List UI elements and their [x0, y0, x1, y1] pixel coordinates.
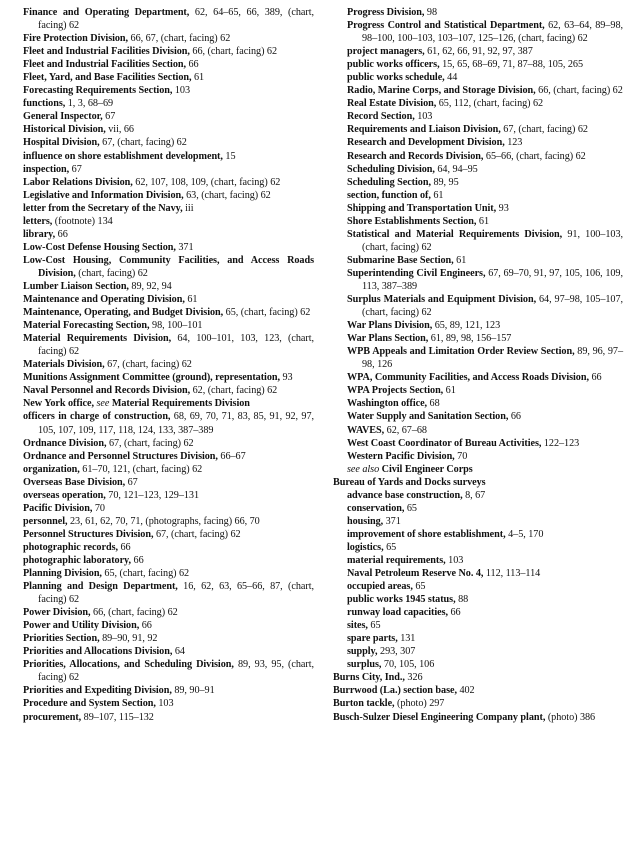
page-references: 93: [279, 372, 293, 384]
index-term: library,: [23, 228, 56, 240]
index-term: organization,: [23, 463, 80, 475]
index-term: Material Requirements Division: [109, 398, 250, 410]
index-term: Power and Utility Division,: [23, 620, 140, 632]
index-entry: [333, 254, 623, 267]
index-term: Shipping and Transportation Unit,: [347, 202, 497, 214]
index-entry: [9, 71, 314, 84]
index-entry: [9, 189, 314, 202]
index-term: New York office,: [23, 398, 94, 410]
page-references: 65, (chart, facing) 62: [223, 307, 311, 319]
page-references: 64, 97–98, 105–107, (chart, facing) 62: [362, 294, 623, 319]
page-references: 61: [191, 72, 205, 84]
index-term: officers in charge of construction,: [23, 411, 171, 423]
index-term: sites,: [347, 620, 368, 632]
page-references: 67, 69–70, 91, 97, 105, 106, 109, 113, 387–389: [362, 267, 623, 292]
index-entry: [9, 123, 314, 136]
index-entry: [9, 202, 314, 215]
index-term: Radio, Marine Corps, and Storage Division,: [347, 85, 536, 97]
index-term: Statistical and Material Requirements Division,: [347, 228, 563, 240]
page-references: 123: [504, 137, 523, 149]
index-entry: [333, 489, 623, 502]
index-term: Record Section,: [347, 111, 415, 123]
index-term: advance base construction,: [347, 489, 463, 501]
index-entry: [9, 58, 314, 71]
index-entry: [333, 58, 623, 71]
page-references: 62, 67–68: [384, 424, 427, 436]
page-references: 15: [222, 150, 236, 162]
index-entry: [9, 515, 314, 528]
index-entry: [333, 110, 623, 123]
page-references: (chart, facing) 62: [75, 267, 148, 279]
index-entry: [333, 71, 623, 84]
page-references: 66–67: [217, 450, 246, 462]
index-entry: [9, 254, 314, 280]
page-references: 68, 69, 70, 71, 83, 85, 91, 92, 97, 105, 107, 109, 117, 118, 124, 133, 387–389: [38, 411, 314, 436]
page-references: (photo) 386: [545, 711, 596, 723]
cross-reference: see also: [347, 463, 380, 475]
page-references: 66: [55, 228, 68, 240]
index-term: WPA, Community Facilities, and Access Roads Division,: [347, 372, 589, 384]
page-references: 65, (chart, facing) 62: [101, 568, 190, 580]
index-entry: [333, 450, 623, 463]
index-entry: [333, 163, 623, 176]
index-entry: [9, 358, 314, 371]
index-entry: [333, 580, 623, 593]
index-entry: [333, 437, 623, 450]
index-entry: [9, 6, 314, 32]
index-term: personnel,: [23, 515, 68, 527]
index-term: Ordnance Division,: [23, 437, 107, 449]
index-entry: [9, 110, 314, 123]
index-entry: [333, 554, 623, 567]
index-term: Forecasting Requirements Section,: [23, 85, 173, 97]
index-entry: [9, 606, 314, 619]
page-references: 65: [383, 541, 397, 553]
index-term: public works schedule,: [347, 72, 445, 84]
index-term: Low-Cost Housing, Community Facilities, and Access Roads Division,: [23, 254, 314, 279]
index-entry: [9, 319, 314, 332]
index-entry: [333, 619, 623, 632]
index-entry: [333, 711, 623, 724]
index-term: photographic records,: [23, 541, 118, 553]
page-references: 61: [443, 385, 456, 397]
index-entry: [333, 541, 623, 554]
index-term: procurement,: [23, 711, 82, 723]
index-entry: [333, 593, 623, 606]
index-entry: [9, 32, 314, 45]
page-references: 67, (chart, facing) 62: [500, 124, 588, 136]
page-references: 67: [69, 163, 82, 175]
index-term: Priorities and Allocations Division,: [23, 646, 173, 658]
index-term: Water Supply and Sanitation Section,: [347, 411, 509, 423]
index-entry: [333, 463, 623, 476]
index-term: Research and Development Division,: [347, 137, 505, 149]
page-references: 61: [430, 189, 444, 201]
index-term: War Plans Section,: [347, 333, 429, 345]
index-term: Real Estate Division,: [347, 98, 437, 110]
index-entry: [333, 424, 623, 437]
index-entry: [9, 163, 314, 176]
index-entry: [333, 123, 623, 136]
index-entry: [333, 567, 623, 580]
page-references: 326: [404, 672, 423, 684]
index-entry: [9, 241, 314, 254]
page-references: 89, 90–91: [171, 685, 215, 697]
index-term: Surplus Materials and Equipment Division,: [347, 294, 537, 306]
index-entry: [9, 541, 314, 554]
index-term: Lumber Liaison Section,: [23, 280, 129, 292]
index-entry: [333, 332, 623, 345]
page-references: 44: [444, 72, 458, 84]
index-entry: [333, 371, 623, 384]
index-term: Burton tackle,: [333, 698, 395, 710]
page-references: 61, 62, 66, 91, 92, 97, 387: [424, 46, 533, 58]
index-entry: [333, 319, 623, 332]
page-references: 4–5, 170: [505, 528, 544, 540]
index-entry: [9, 437, 314, 450]
index-term: Requirements and Liaison Division,: [347, 124, 501, 136]
index-entry: [333, 293, 623, 319]
page-references: 65: [404, 502, 417, 514]
index-term: Naval Petroleum Reserve No. 4,: [347, 568, 484, 580]
page-references: 89, 96, 97–98, 126: [362, 346, 623, 371]
page-references: 98: [424, 7, 437, 18]
index-entry: [9, 84, 314, 97]
index-term: Low-Cost Defense Housing Section,: [23, 241, 176, 253]
page-references: 402: [456, 685, 475, 697]
index-term: influence on shore establishment development,: [23, 150, 223, 162]
index-term: Planning and Design Department,: [23, 581, 178, 593]
index-term: Washington office,: [347, 398, 428, 410]
index-entry: [333, 697, 623, 710]
page-references: 15, 65, 68–69, 71, 87–88, 105, 265: [439, 59, 584, 71]
page-references: 61: [184, 294, 198, 306]
page-references: 103: [155, 698, 174, 710]
index-term: Priorities and Expediting Division,: [23, 685, 172, 697]
index-term: Materials Division,: [23, 359, 105, 371]
page-references: 66: [448, 607, 461, 619]
index-term: Busch-Sulzer Diesel Engineering Company plant,: [333, 711, 546, 723]
page-references: 62, 107, 108, 109, (chart, facing) 62: [132, 176, 281, 188]
index-term: War Plans Division,: [347, 320, 433, 332]
index-entry: [333, 671, 623, 684]
index-entry: [9, 228, 314, 241]
page-references: 67, (chart, facing) 62: [106, 437, 194, 449]
index-entry: [9, 658, 314, 684]
index-term: surplus,: [347, 659, 382, 671]
index-term: Overseas Base Division,: [23, 476, 126, 488]
index-entry: [333, 410, 623, 423]
page-references: 70, 121–123, 129–131: [105, 489, 199, 501]
index-term: Munitions Assignment Committee (ground), representation,: [23, 372, 280, 384]
index-term: Historical Division,: [23, 124, 106, 136]
page-references: 103: [445, 554, 464, 566]
index-entry: [333, 632, 623, 645]
index-entry: [9, 306, 314, 319]
page-references: 93: [496, 202, 509, 214]
index-term: photographic laboratory,: [23, 554, 132, 566]
page-references: 64, 100–101, 103, 123, (chart, facing) 62: [38, 333, 315, 358]
index-term: Power Division,: [23, 607, 91, 619]
page-references: 1, 3, 68–69: [65, 98, 114, 110]
page-references: 88: [455, 594, 469, 606]
index-entry: [9, 397, 314, 410]
index-term: Research and Records Division,: [347, 150, 484, 162]
index-entry: [333, 228, 623, 254]
page-references: 91, 100–103, (chart, facing) 62: [362, 228, 623, 253]
index-entry: [9, 450, 314, 463]
page-references: 89, 95: [430, 176, 459, 188]
index-entry: [9, 215, 314, 228]
page-references: 371: [175, 241, 194, 253]
page-references: 16, 62, 63, 65–66, 87, (chart, facing) 62: [38, 581, 314, 606]
page-references: (photo) 297: [394, 698, 445, 710]
index-entry: [333, 606, 623, 619]
cross-reference: see: [93, 398, 110, 410]
page-references: 66, (chart, facing) 62: [90, 607, 178, 619]
index-term: housing,: [347, 515, 384, 527]
page-references: 67: [125, 476, 138, 488]
page-references: 371: [383, 515, 401, 527]
page-references: 64: [172, 646, 185, 658]
index-term: letter from the Secretary of the Navy,: [23, 202, 183, 214]
index-entry: [333, 384, 623, 397]
index-term: Fleet, Yard, and Base Facilities Section,: [23, 72, 192, 84]
index-column-left: [9, 6, 314, 724]
page-references: iii: [182, 202, 194, 214]
index-entry: [333, 515, 623, 528]
page-references: 66: [588, 372, 602, 384]
index-term: Ordnance and Personnel Structures Division,: [23, 450, 218, 462]
page-references: 65–66, (chart, facing) 62: [483, 150, 586, 162]
index-entry: [9, 176, 314, 189]
index-term: letters,: [23, 215, 53, 227]
index-term: Maintenance and Operating Division,: [23, 294, 185, 306]
index-term: runway load capacities,: [347, 607, 449, 619]
page-references: 70, 105, 106: [381, 659, 435, 671]
index-entry: [333, 267, 623, 293]
page-references: 66: [117, 541, 131, 553]
index-entry: [333, 645, 623, 658]
index-entry: [333, 658, 623, 671]
page-references: 63, (chart, facing) 62: [183, 189, 271, 201]
index-term: Fire Protection Division,: [23, 33, 129, 45]
index-term: Progress Division,: [347, 7, 425, 18]
index-entry: [9, 619, 314, 632]
index-term: Shore Establishments Section,: [347, 215, 477, 227]
index-entry: [333, 502, 623, 515]
index-column-right: [333, 6, 623, 724]
index-entry: [333, 97, 623, 110]
page-references: 66, (chart, facing) 62: [535, 85, 623, 97]
index-term: Personnel Structures Division,: [23, 528, 154, 540]
page-references: 64, 94–95: [434, 163, 478, 175]
index-entry: [333, 528, 623, 541]
index-term: Material Forecasting Section,: [23, 320, 150, 332]
index-entry: [333, 202, 623, 215]
index-entry: [333, 84, 623, 97]
index-term: Finance and Operating Department,: [23, 7, 190, 18]
page-references: 103: [414, 111, 433, 123]
page-references: 62, (chart, facing) 62: [190, 385, 278, 397]
index-term: logistics,: [347, 541, 384, 553]
index-term: Civil Engineer Corps: [379, 463, 473, 475]
index-term: Bureau of Yards and Docks surveys: [333, 476, 486, 488]
index-term: WAVES,: [347, 424, 385, 436]
index-term: overseas operation,: [23, 489, 106, 501]
index-term: General Inspector,: [23, 111, 103, 123]
index-term: West Coast Coordinator of Bureau Activities,: [347, 437, 542, 449]
page-references: 66: [185, 59, 199, 71]
index-term: WPB Appeals and Limitation Order Review Section,: [347, 346, 575, 358]
page-references: 293, 307: [377, 646, 416, 658]
index-term: Scheduling Division,: [347, 163, 435, 175]
index-term: occupied areas,: [347, 581, 413, 593]
index-entry: [9, 684, 314, 697]
page-references: 8, 67: [462, 489, 486, 501]
index-entry: [333, 476, 623, 489]
page-references: 67: [102, 111, 116, 123]
index-term: Fleet and Industrial Facilities Section,: [23, 59, 186, 71]
page-references: 131: [397, 633, 416, 645]
page-references: 67, (chart, facing) 62: [153, 528, 241, 540]
page-references: 70: [92, 502, 105, 514]
index-entry: [9, 45, 314, 58]
index-term: Submarine Base Section,: [347, 254, 454, 266]
index-entry: [9, 502, 314, 515]
index-term: Maintenance, Operating, and Budget Division,: [23, 307, 224, 319]
index-entry: [9, 97, 314, 110]
index-entry: [9, 371, 314, 384]
page-references: 89, 93, 95, (chart, facing) 62: [38, 659, 314, 684]
index-entry: [333, 176, 623, 189]
index-entry: [333, 136, 623, 149]
index-entry: [333, 684, 623, 697]
index-term: Superintending Civil Engineers,: [347, 267, 486, 279]
index-entry: [9, 554, 314, 567]
page-references: 67, (chart, facing) 62: [104, 359, 192, 371]
index-term: Naval Personnel and Records Division,: [23, 385, 191, 397]
index-entry: [9, 280, 314, 293]
index-term: public works 1945 status,: [347, 594, 456, 606]
index-term: improvement of shore establishment,: [347, 528, 506, 540]
index-term: Material Requirements Division,: [23, 333, 172, 345]
page-references: 68: [427, 398, 440, 410]
index-term: Western Pacific Division,: [347, 450, 455, 462]
page-references: 61: [453, 254, 467, 266]
page-references: 67, (chart, facing) 62: [99, 137, 187, 149]
index-term: Priorities Section,: [23, 633, 100, 645]
page-references: (footnote) 134: [52, 215, 113, 227]
page-references: vii, 66: [105, 124, 134, 136]
index-term: Burrwood (La.) section base,: [333, 685, 457, 697]
page-references: 103: [172, 85, 190, 97]
index-entry: [333, 6, 623, 19]
index-term: section, function of,: [347, 189, 431, 201]
page-references: 66, (chart, facing) 62: [189, 46, 278, 58]
page-references: 98, 100–101: [149, 320, 203, 332]
index-entry: [333, 150, 623, 163]
index-entry: [9, 645, 314, 658]
index-entry: [333, 345, 623, 371]
index-term: supply,: [347, 646, 378, 658]
page-references: 61, 89, 98, 156–157: [428, 333, 512, 345]
index-entry: [9, 697, 314, 710]
index-entry: [9, 384, 314, 397]
page-references: 65, 112, (chart, facing) 62: [436, 98, 544, 110]
index-term: Progress Control and Statistical Department,: [347, 20, 545, 32]
page-references: 65, 89, 121, 123: [432, 320, 501, 332]
page-references: 62, 63–64, 89–98, 98–100, 100–103, 103–107, 125–126, (chart, facing) 62: [362, 20, 623, 45]
index-entry: [9, 580, 314, 606]
index-term: inspection,: [23, 163, 70, 175]
index-term: Fleet and Industrial Facilities Division,: [23, 46, 190, 58]
page-references: 61–70, 121, (chart, facing) 62: [79, 463, 203, 475]
index-term: functions,: [23, 98, 66, 110]
index-entry: [9, 567, 314, 580]
index-term: Pacific Division,: [23, 502, 93, 514]
page-references: 65: [412, 581, 426, 593]
page-references: 89, 92, 94: [128, 280, 172, 292]
page-references: 61: [476, 215, 489, 227]
index-entry: [9, 332, 314, 358]
index-entry: [9, 463, 314, 476]
index-term: spare parts,: [347, 633, 398, 645]
index-term: Scheduling Section,: [347, 176, 431, 188]
index-term: conservation,: [347, 502, 405, 514]
index-entry: [9, 476, 314, 489]
index-term: Procedure and System Section,: [23, 698, 156, 710]
index-entry: [9, 632, 314, 645]
index-entry: [9, 528, 314, 541]
index-term: Hospital Division,: [23, 137, 100, 149]
index-term: WPA Projects Section,: [347, 385, 444, 397]
page-references: 62, 64–65, 66, 389, (chart, facing) 62: [38, 7, 314, 32]
index-term: material requirements,: [347, 554, 446, 566]
index-term: project managers,: [347, 46, 425, 58]
index-entry: [333, 215, 623, 228]
index-term: Labor Relations Division,: [23, 176, 133, 188]
index-entry: [9, 150, 314, 163]
page-references: 89–90, 91, 92: [99, 633, 158, 645]
page-references: 65: [367, 620, 381, 632]
page-references: 66, 67, (chart, facing) 62: [128, 33, 231, 45]
page-references: 112, 113–114: [483, 568, 541, 580]
index-term: Priorities, Allocations, and Scheduling Division,: [23, 659, 234, 671]
page-references: 66: [131, 554, 144, 566]
index-entry: [333, 189, 623, 202]
index-term: Planning Division,: [23, 568, 102, 580]
index-entry: [9, 410, 314, 436]
page-references: 66: [139, 620, 152, 632]
index-term: public works officers,: [347, 59, 440, 71]
index-term: Legislative and Information Division,: [23, 189, 184, 201]
index-entry: [333, 19, 623, 45]
page-references: 66: [508, 411, 521, 423]
index-entry: [333, 45, 623, 58]
page-references: 89–107, 115–132: [81, 711, 154, 723]
index-entry: [9, 489, 314, 502]
index-entry: [333, 397, 623, 410]
page-references: 23, 61, 62, 70, 71, (photographs, facing) 66, 70: [67, 515, 260, 527]
index-term: Burns City, Ind.,: [333, 672, 405, 684]
page-references: 70: [454, 450, 468, 462]
page-references: 122–123: [541, 437, 580, 449]
index-entry: [9, 711, 314, 724]
index-entry: [9, 136, 314, 149]
index-entry: [9, 293, 314, 306]
